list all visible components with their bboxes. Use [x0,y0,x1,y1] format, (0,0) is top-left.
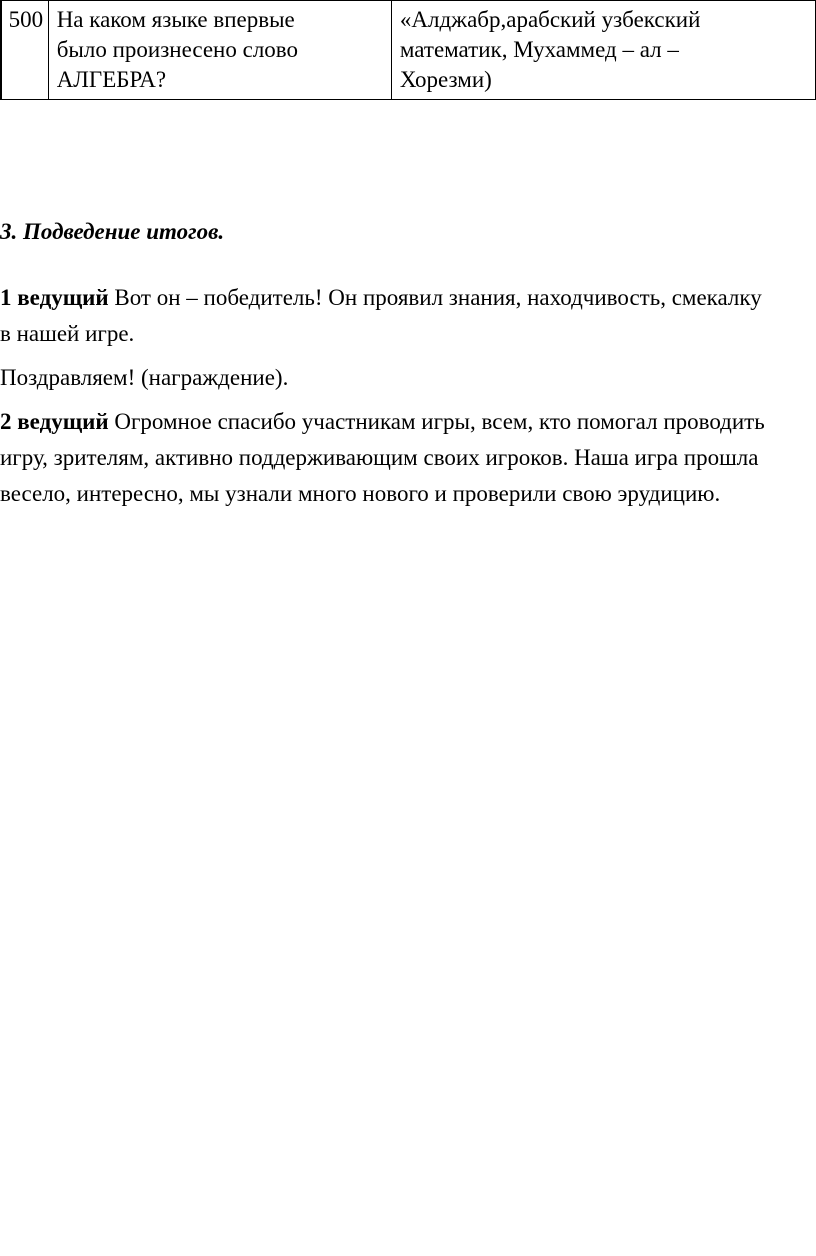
answer-line: Хорезми) [399,67,492,92]
host1-text-line: в нашей игре. [0,321,135,346]
section-heading: 3. Подведение итогов. [0,219,225,244]
host2-text-line: весело, интересно, мы узнали много нового и проверили свою эрудицию. [0,481,721,506]
question-line: На каком языке впервые [56,7,295,32]
answer-line: «Алджабр,арабский узбекский [399,7,701,32]
points-value: 500 [8,7,44,32]
answer-line: математик, Мухаммед – ал – [399,37,679,62]
question-line: было произнесено слово [56,37,299,62]
congrats-paragraph: Поздравляем! (награждение). [0,365,289,390]
host1-label: 1 ведущий [0,285,109,310]
host1-paragraph [0,280,816,352]
question-cell [48,1,391,100]
table-row [1,1,816,100]
host2-text-line: игру, зрителям, активно поддерживающим своих игроков. Наша игра прошла [0,445,759,470]
points-cell [2,1,49,100]
question-line: АЛГЕБРА? [56,67,167,92]
host2-label: 2 ведущий [0,409,109,434]
host2-text-line: Огромное спасибо участникам игры, всем, кто помогал проводить [114,409,765,434]
host2-paragraph [0,404,816,512]
summary-section [0,214,816,512]
answer-cell [391,1,815,100]
quiz-table [0,0,816,100]
host1-text-line: Вот он – победитель! Он проявил знания, находчивость, смекалку [114,285,762,310]
